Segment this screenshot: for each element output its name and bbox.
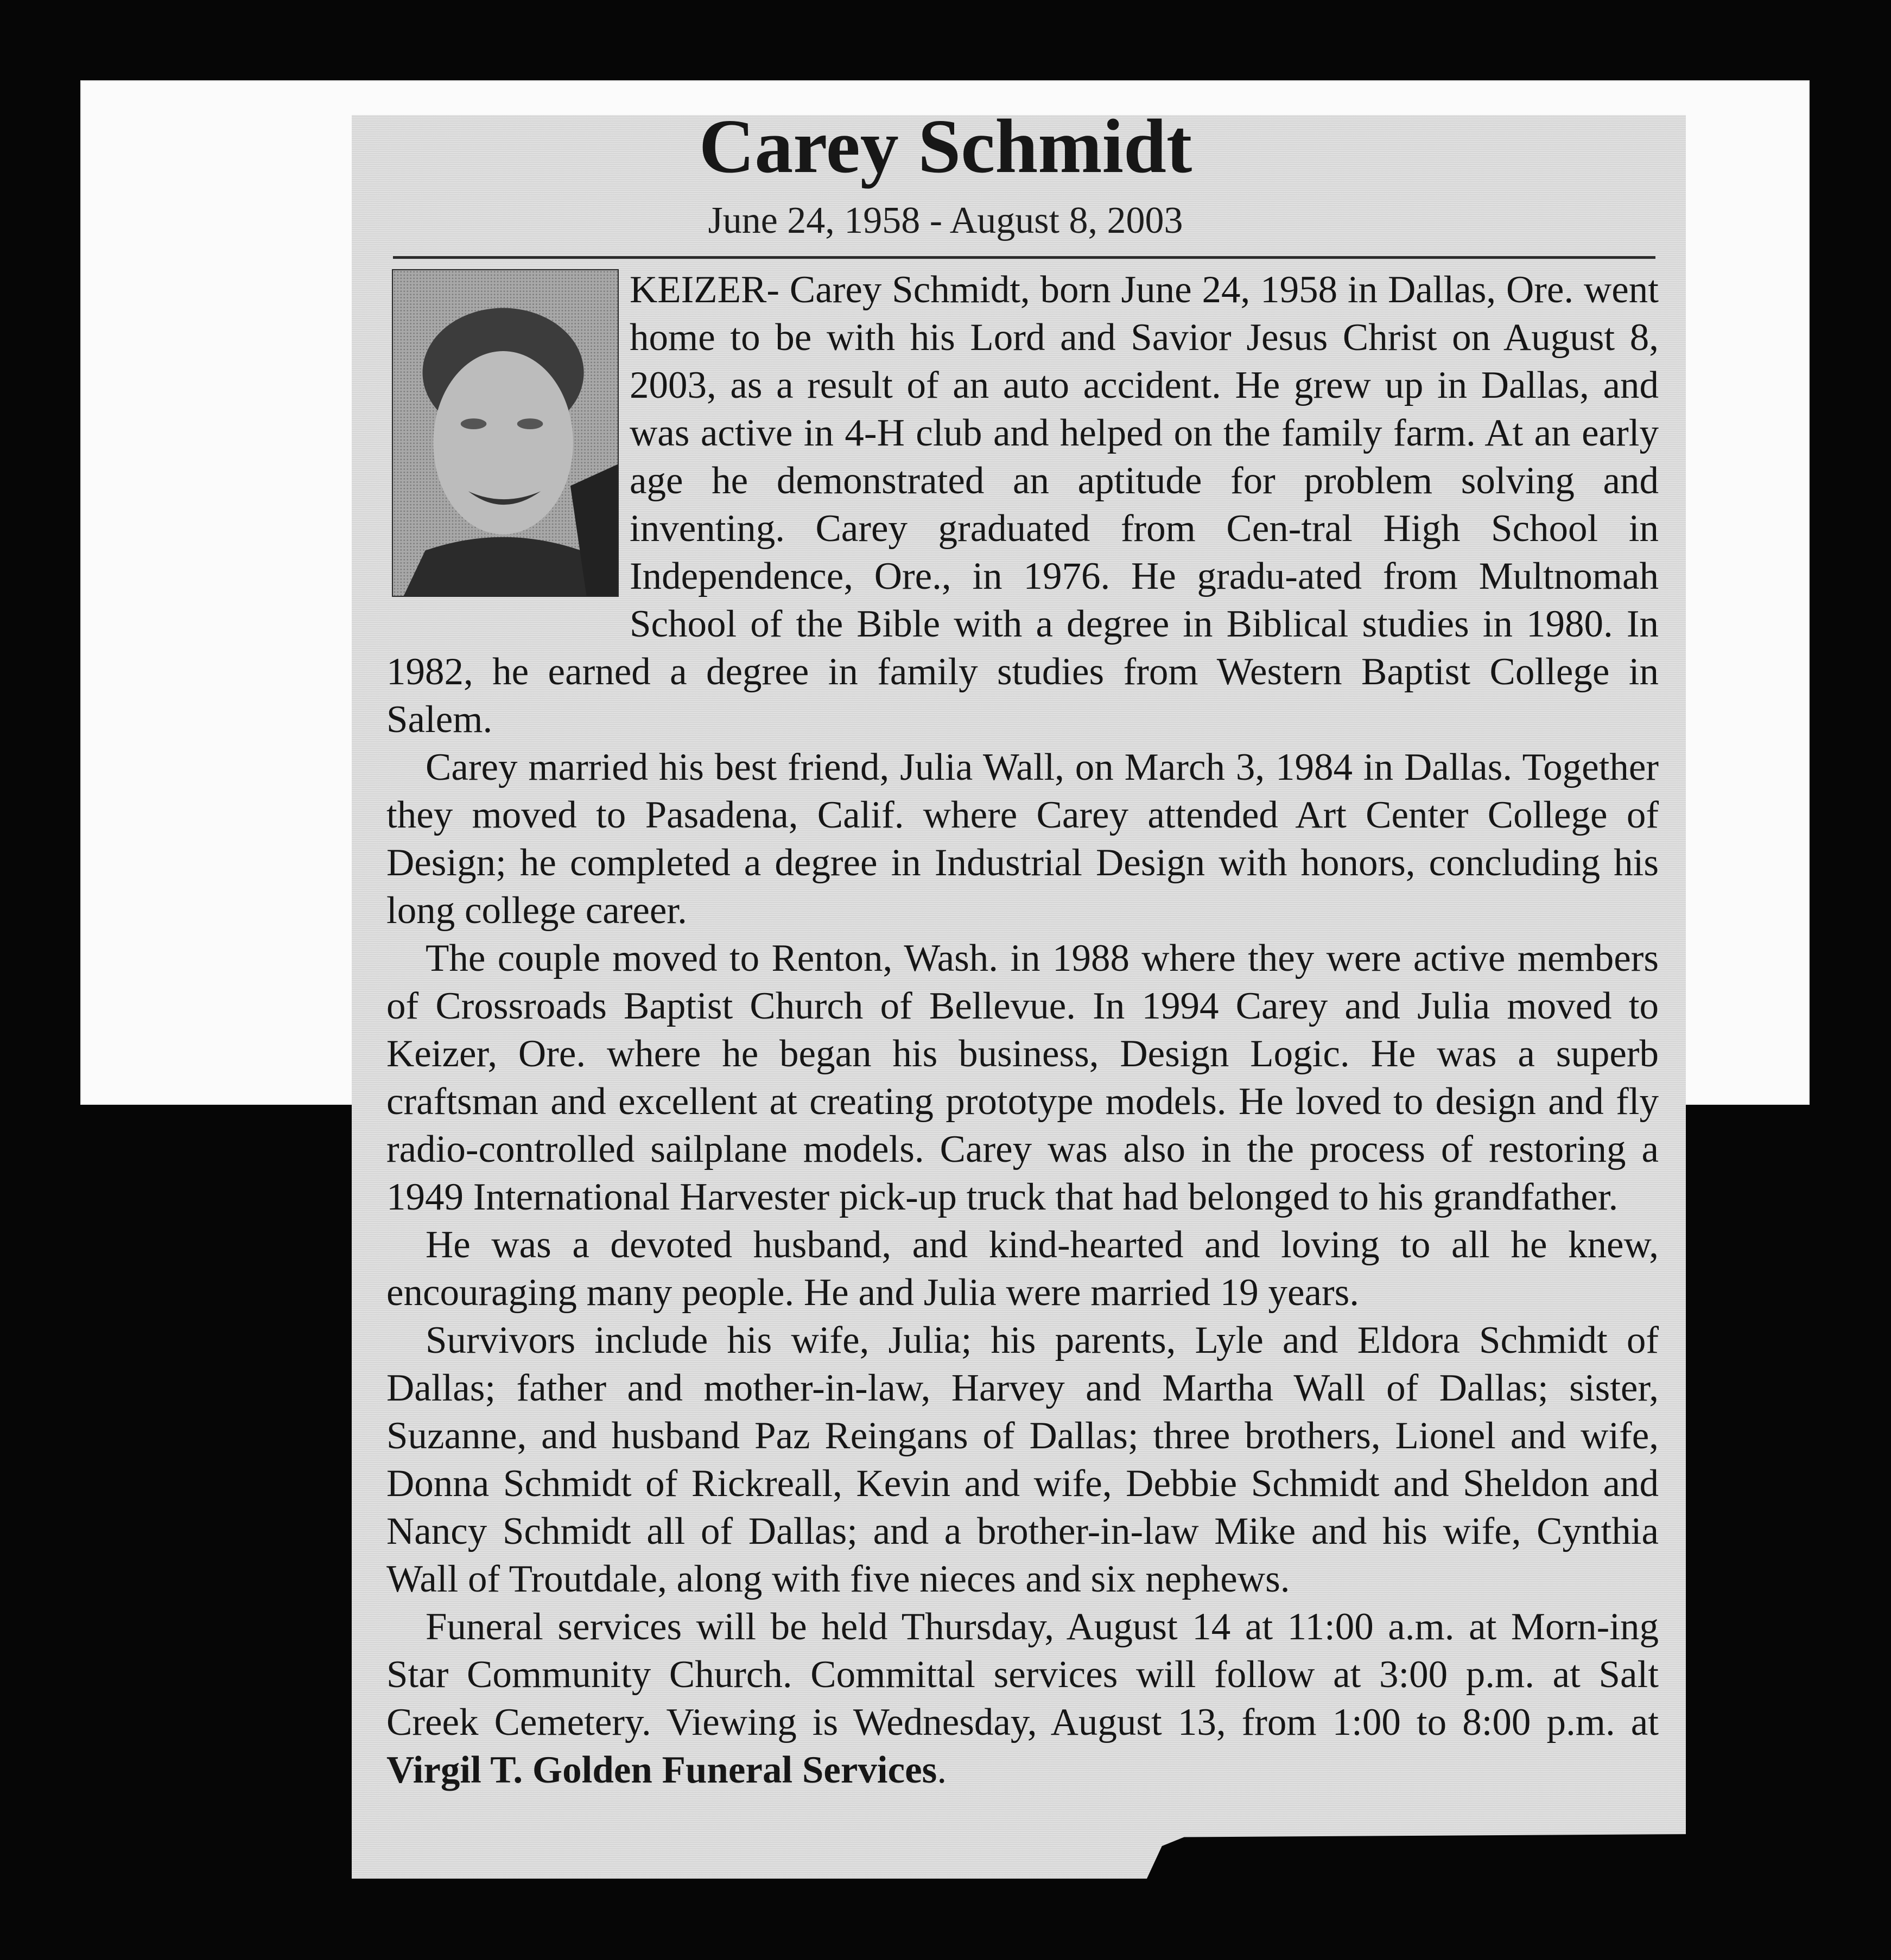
paragraph-intro: KEIZER- Carey Schmidt, born June 24, 1958 in Dallas, Ore. went home to be with his Lord and Savior Jesus Christ on August 8, 2003, as a result of an auto accident. He grew up in Dallas, and was active in 4-H club and helped on the family farm. At an early age he demonstrated an aptitude for problem solving and inventing. Carey graduated from Cen-tral High School in Independence, Ore., in 1976. He gradu-ated from Multnomah School of the Bible with a degree in Biblical studies in 1980. In 1982, he earned a degree in family studies from Western Baptist College in Salem. xyxy=(386,269,1659,741)
life-dates: June 24, 1958 - August 8, 2003 xyxy=(708,200,1183,241)
torn-corner xyxy=(1140,1834,1693,1894)
obituary-body xyxy=(386,266,1659,1794)
title-rule xyxy=(393,256,1655,259)
photo-spacer xyxy=(386,266,630,601)
funeral-home: Virgil T. Golden Funeral Services xyxy=(386,1749,937,1791)
paragraph-character: He was a devoted husband, and kind-hearted and loving to all he knew, encouraging many people. He and Julia were married 19 years. xyxy=(386,1224,1659,1314)
paragraph-survivors: Survivors include his wife, Julia; his parents, Lyle and Eldora Schmidt of Dallas; father and mother-in-law, Harvey and Martha Wall of Dallas; sister, Suzanne, and husband Paz Reingans of Dallas; three brothers, Lionel and wife, Donna Schmidt of Rickreall, Kevin and wife, Debbie Schmidt and Sheldon and Nancy Schmidt all of Dallas; and a brother-in-law Mike and his wife, Cynthia Wall of Troutdale, along with five nieces and six nephews. xyxy=(386,1319,1659,1600)
paragraph-marriage: Carey married his best friend, Julia Wall, on March 3, 1984 in Dallas. Together they moved to Pasadena, Calif. where Carey attended Art Center College of Design; he completed a degree in Industrial Design with honors, concluding his long college career. xyxy=(386,746,1659,932)
funeral-end: . xyxy=(937,1749,947,1791)
obituary-title: Carey Schmidt xyxy=(699,103,1192,189)
paragraph-career: The couple moved to Renton, Wash. in 1988 where they were active members of Crossroads Baptist Church of Bellevue. In 1994 Carey and Julia moved to Keizer, Ore. where he began his business, Design Logic. He was a superb craftsman and excellent at creating prototype models. He loved to design and fly radio-controlled sailplane models. Carey was also in the process of restoring a 1949 International Harvester pick-up truck that had belonged to his grandfather. xyxy=(386,937,1659,1218)
paragraph-funeral xyxy=(386,1603,1659,1794)
funeral-text: Funeral services will be held Thursday, August 14 at 11:00 a.m. at Morn-ing Star Community Church. Committal services will follow at 3:00 p.m. at Salt Creek Cemetery. Viewing is Wednesday, August 13, from 1:00 to 8:00 p.m. at xyxy=(386,1606,1659,1743)
